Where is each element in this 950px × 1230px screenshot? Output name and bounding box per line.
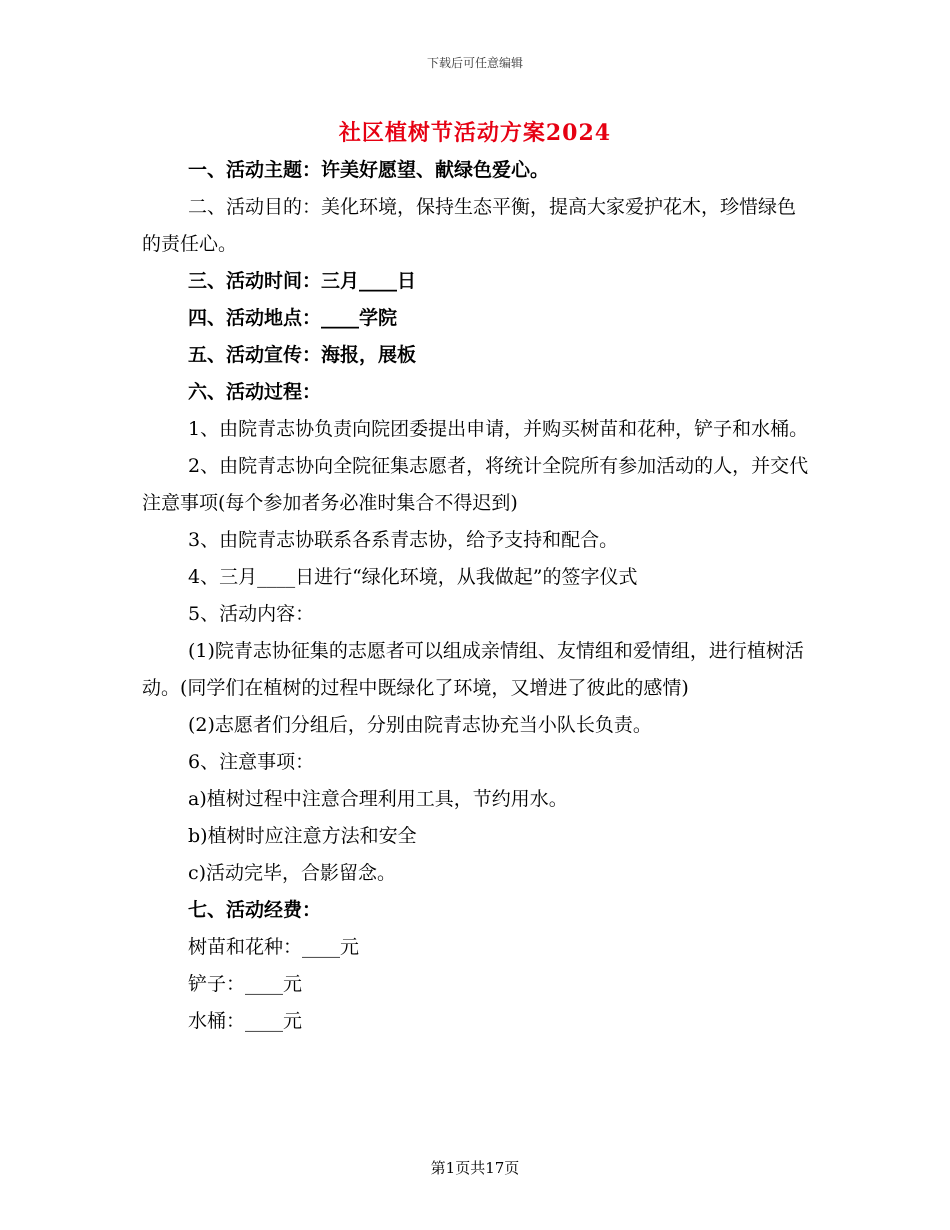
- section-promotion: 五、活动宣传：海报，展板: [188, 344, 417, 366]
- note-item-a: a)植树过程中注意合理利用工具，节约用水。: [188, 788, 568, 810]
- process-step-2: 2、由院青志协向全院征集志愿者，将统计全院所有参加活动的人，并交代注意事项(每个参加者务必准时集合不得迟到): [142, 455, 809, 514]
- section-purpose: 二、活动目的：美化环境，保持生态平衡，提高大家爱护花木，珍惜绿色的责任心。: [142, 196, 797, 255]
- budget-item-shovels: 铲子：____元: [188, 973, 303, 995]
- section-time: 三、活动时间：三月____日: [188, 270, 417, 292]
- process-step-5: 5、活动内容：: [188, 603, 315, 625]
- page-header-note: 下载后可任意编辑: [426, 56, 523, 70]
- page-number: 第1页共17页: [430, 1159, 520, 1177]
- content-item-2: (2)志愿者们分组后，分别由院青志协充当小队长负责。: [188, 714, 652, 736]
- process-step-6: 6、注意事项：: [188, 751, 315, 773]
- content-item-1: (1)院青志协征集的志愿者可以组成亲情组、友情组和爱情组，进行植树活动。(同学们在植树的过程中既绿化了环境，又增进了彼此的感情): [142, 640, 804, 699]
- section-location: 四、活动地点：____学院: [188, 307, 398, 329]
- budget-item-seedlings: 树苗和花种：____元: [188, 936, 360, 958]
- section-theme: 一、活动主题：许美好愿望、献绿色爱心。: [188, 159, 550, 181]
- section-budget-heading: 七、活动经费：: [188, 899, 322, 921]
- document-title: 社区植树节活动方案2024: [338, 120, 612, 146]
- note-item-b: b)植树时应注意方法和安全: [188, 825, 417, 847]
- document-body: [142, 152, 812, 1040]
- note-item-c: c)活动完毕，合影留念。: [188, 862, 397, 884]
- process-step-3: 3、由院青志协联系各系青志协，给予支持和配合。: [188, 529, 619, 551]
- process-step-4: 4、三月____日进行“绿化环境，从我做起”的签字仪式: [188, 566, 638, 588]
- budget-item-buckets: 水桶：____元: [188, 1010, 303, 1032]
- section-process-heading: 六、活动过程：: [188, 381, 322, 403]
- process-step-1: 1、由院青志协负责向院团委提出申请，并购买树苗和花种，铲子和水桶。: [188, 418, 809, 440]
